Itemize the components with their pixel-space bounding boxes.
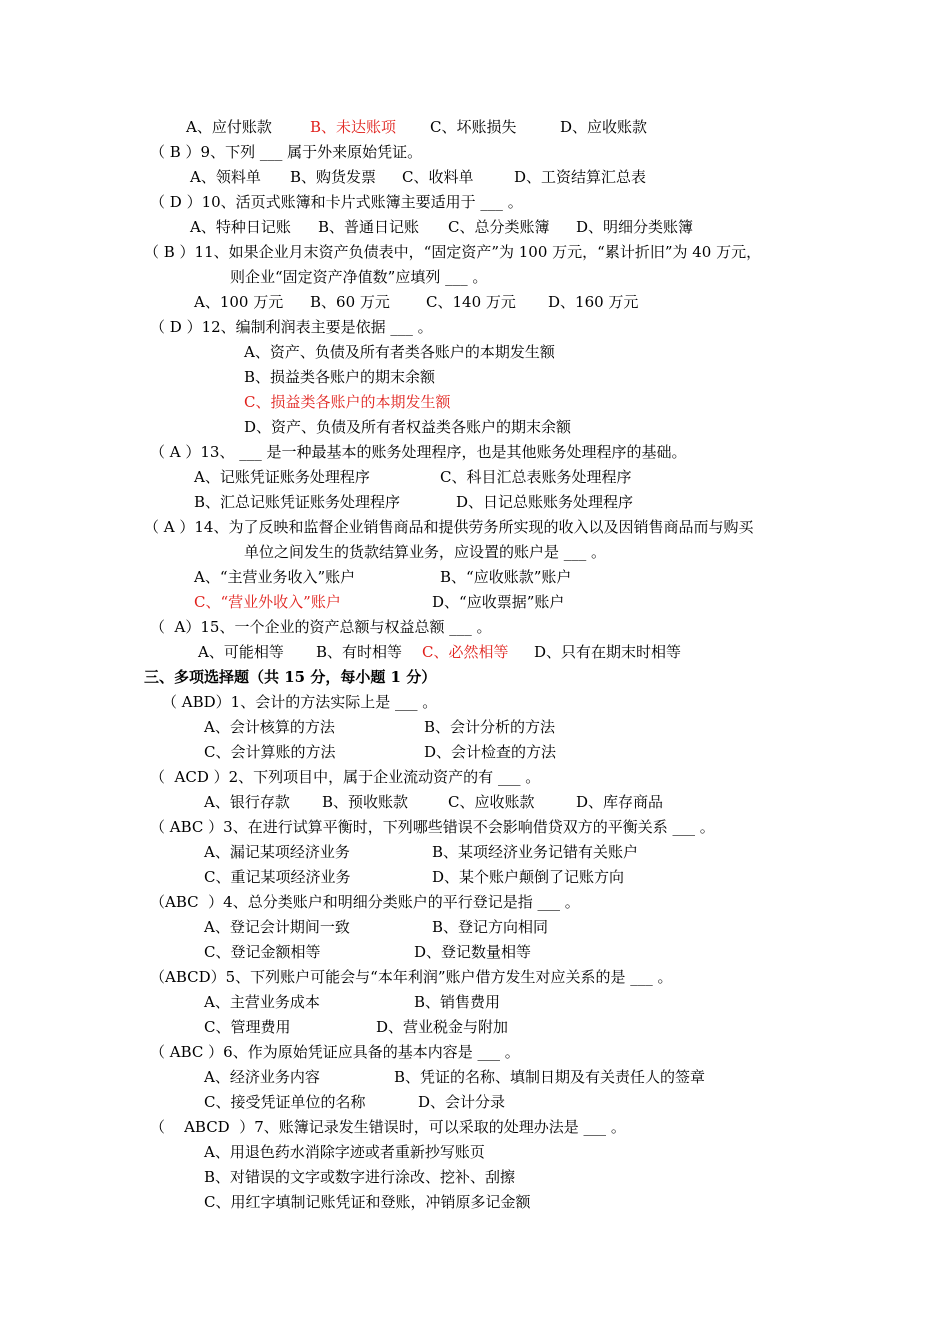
text-segment: A、应付账款 <box>186 118 272 136</box>
text-segment: D、明细分类账簿 <box>576 218 694 236</box>
text-segment: D、登记数量相等 <box>414 943 532 961</box>
text-segment: B、会计分析的方法 <box>424 718 556 736</box>
answer-option-highlighted: B、未达账项 <box>310 118 397 136</box>
text-segment: （ ACD ）2、下列项目中，属于企业流动资产的有 ___ 。 <box>150 768 541 786</box>
text-segment: （ D ）12、编制利润表主要是依据 ___ 。 <box>150 318 433 336</box>
text-segment: A、用退色药水消除字迹或者重新抄写账页 <box>204 1143 485 1161</box>
text-segment: B、汇总记账凭证账务处理程序 <box>194 493 401 511</box>
text-segment: （ D ）10、活页式账簿和卡片式账簿主要适用于 ___ 。 <box>150 193 523 211</box>
text-segment: A、资产、负债及所有者类各账户的本期发生额 <box>244 343 555 361</box>
text-segment: B、对错误的文字或数字进行涂改、挖补、刮擦 <box>204 1168 516 1186</box>
text-segment: C、管理费用 <box>204 1018 291 1036</box>
text-segment: B、普通日记账 <box>318 218 420 236</box>
text-segment: （ ABD）1、会计的方法实际上是 ___ 。 <box>162 693 438 711</box>
text-segment: D、资产、负债及所有者权益类各账户的期末余额 <box>244 418 572 436</box>
text-segment: D、会计检查的方法 <box>424 743 557 761</box>
text-segment: D、“应收票据”账户 <box>432 593 565 611</box>
text-segment: C、应收账款 <box>448 793 535 811</box>
text-segment: （ABCD）5、下列账户可能会与“本年利润”账户借方发生对应关系的是 ___ 。 <box>150 968 673 986</box>
text-segment: A、主营业务成本 <box>204 993 320 1011</box>
text-segment: C、用红字填制记账凭证和登账，冲销原多记金额 <box>204 1193 531 1211</box>
text-segment: D、只有在期末时相等 <box>534 643 682 661</box>
text-segment: A、特种日记账 <box>190 218 291 236</box>
text-segment: B、登记方向相同 <box>432 918 549 936</box>
text-segment: D、会计分录 <box>418 1093 506 1111</box>
text-segment: （ A ）14、为了反映和监督企业销售商品和提供劳务所实现的收入以及因销售商品而与购买 <box>144 518 754 536</box>
text-segment: C、会计算账的方法 <box>204 743 336 761</box>
text-segment: B、购货发票 <box>290 168 377 186</box>
text-segment: B、60 万元 <box>310 293 390 311</box>
text-segment: C、坏账损失 <box>430 118 517 136</box>
text-segment: A、登记会计期间一致 <box>204 918 350 936</box>
text-segment: B、销售费用 <box>414 993 501 1011</box>
text-segment: C、登记金额相等 <box>204 943 321 961</box>
text-segment: C、重记某项经济业务 <box>204 868 351 886</box>
text-segment: A、100 万元 <box>194 293 284 311</box>
text-segment: A、会计核算的方法 <box>204 718 335 736</box>
text-segment: （ ABCD ）7、账簿记录发生错误时，可以采取的处理办法是 ___ 。 <box>150 1118 626 1136</box>
text-segment: A、漏记某项经济业务 <box>204 843 350 861</box>
text-segment: C、140 万元 <box>426 293 516 311</box>
text-segment: 单位之间发生的货款结算业务，应设置的账户是 ___ 。 <box>244 543 607 561</box>
text-segment: （ ABC ）3、在进行试算平衡时，下列哪些错误不会影响借贷双方的平衡关系 ___ 。 <box>150 818 715 836</box>
text-segment: （ ABC ）6、作为原始凭证应具备的基本内容是 ___ 。 <box>150 1043 520 1061</box>
answer-option-highlighted: C、损益类各账户的本期发生额 <box>244 393 451 411</box>
text-segment: A、记账凭证账务处理程序 <box>194 468 370 486</box>
text-segment: D、某个账户颠倒了记账方向 <box>432 868 625 886</box>
text-segment: （ B ）11、如果企业月末资产负债表中，“固定资产”为 100 万元，“累计折旧”为 40 万元， <box>144 243 762 261</box>
text-segment: A、可能相等 <box>198 643 284 661</box>
text-segment: A、经济业务内容 <box>204 1068 320 1086</box>
text-segment: D、160 万元 <box>548 293 639 311</box>
text-segment: C、总分类账簿 <box>448 218 550 236</box>
text-segment: （ B ）9、下列 ___ 属于外来原始凭证。 <box>150 143 423 161</box>
section-heading: 三、多项选择题（共 15 分，每小题 1 分） <box>144 668 437 686</box>
text-segment: （ A）15、一个企业的资产总额与权益总额 ___ 。 <box>150 618 492 636</box>
text-segment: C、接受凭证单位的名称 <box>204 1093 366 1111</box>
text-segment: B、有时相等 <box>316 643 403 661</box>
text-segment: （ABC ）4、总分类账户和明细分类账户的平行登记是指 ___ 。 <box>150 893 580 911</box>
text-segment: B、某项经济业务记错有关账户 <box>432 843 639 861</box>
text-segment: 则企业“固定资产净值数”应填列 ___ 。 <box>230 268 488 286</box>
text-segment: C、收料单 <box>402 168 474 186</box>
text-segment: A、“主营业务收入”账户 <box>194 568 356 586</box>
text-segment: A、领料单 <box>190 168 261 186</box>
text-segment: D、营业税金与附加 <box>376 1018 509 1036</box>
text-segment: （ A ）13、 ___ 是一种最基本的账务处理程序，也是其他账务处理程序的基础。 <box>150 443 687 461</box>
text-segment: B、预收账款 <box>322 793 409 811</box>
text-segment: D、工资结算汇总表 <box>514 168 647 186</box>
text-segment: B、损益类各账户的期末余额 <box>244 368 436 386</box>
answer-option-highlighted: C、必然相等 <box>422 643 509 661</box>
text-segment: D、应收账款 <box>560 118 648 136</box>
text-segment: A、银行存款 <box>204 793 290 811</box>
text-segment: D、日记总账账务处理程序 <box>456 493 634 511</box>
answer-option-highlighted: C、“营业外收入”账户 <box>194 593 341 611</box>
text-segment: B、“应收账款”账户 <box>440 568 572 586</box>
text-segment: B、凭证的名称、填制日期及有关责任人的签章 <box>394 1068 706 1086</box>
text-segment: C、科目汇总表账务处理程序 <box>440 468 632 486</box>
text-segment: D、库存商品 <box>576 793 664 811</box>
